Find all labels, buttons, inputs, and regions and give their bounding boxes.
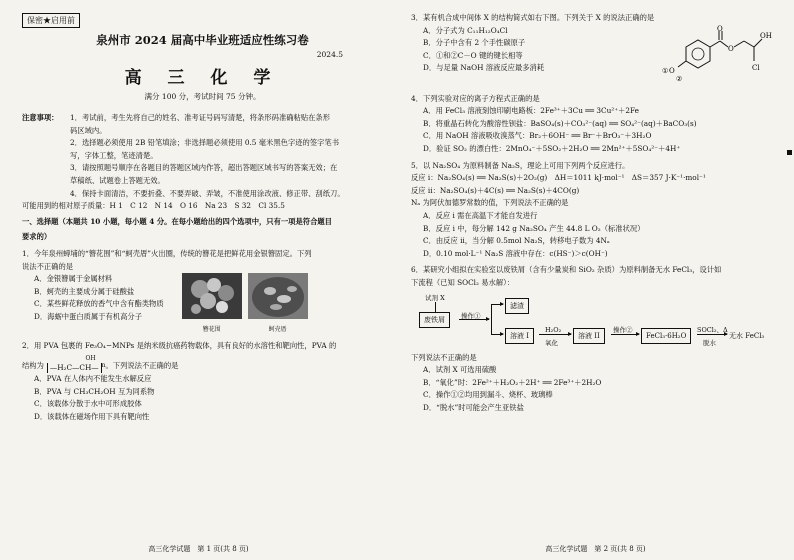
reaction-2: 反应 ii：Na₂SO₄(s)＋4C(s) ══ Na₂S(s)＋4CO(g): [411, 185, 580, 195]
option-c: C．某些鲜花释放的香气中含有酯类物质: [34, 299, 164, 309]
mol-carbonyl-o-label: O: [717, 24, 723, 33]
right-page: [397, 0, 794, 560]
option-c: C．该载体分散于水中可形成胶体: [34, 399, 142, 409]
mol-oxygen-label: O: [728, 44, 734, 53]
option-b: B．将重晶石转化为酸溶性钡盐：BaSO₄(s)＋CO₃²⁻(aq) ══ SO₄²⁻(aq)＋BaCO₃(s): [423, 118, 697, 128]
flow-connector: [435, 302, 436, 312]
option-c: C．用 NaOH 溶液吸收溴蒸气：Br₂＋6OH⁻ ══ Br⁻＋BrO₃⁻＋3H₂O: [423, 131, 652, 141]
flow-socl2: SOCl₂、Δ: [697, 325, 728, 334]
flow-op1: 操作①: [461, 311, 481, 320]
edge-marker: [787, 150, 792, 155]
flow-scrap-iron: 废铁屑: [419, 312, 450, 329]
flow-fecl3-hydrate: FeCl₃·6H₂O: [641, 328, 691, 345]
flow-dehydrate: 脱水: [703, 338, 716, 347]
flow-arrow: [491, 334, 503, 335]
option-a: A．反应 i 需在高温下才能自发进行: [423, 210, 538, 220]
mol-oh-label: OH: [760, 31, 772, 40]
question-stem: 下列说法不正确的是: [411, 352, 477, 362]
process-flowchart: [415, 292, 775, 350]
note-line: 草稿纸、试题卷上答题无效。: [70, 175, 165, 185]
mol-ring-oxygen-label: O: [669, 66, 675, 75]
question-stem: 结构为: [22, 361, 44, 371]
flow-branch-line: [491, 304, 492, 334]
question-stem: 4．下列实验对应的离子方程式正确的是: [411, 93, 540, 103]
question-5: [411, 160, 776, 261]
option-d: D．“脱水”时可能会产生亚铁盐: [423, 402, 524, 412]
option-d: D．海蛎中蛋白质属于有机高分子: [34, 311, 143, 321]
section-one-heading-cont: 要求的）: [22, 232, 52, 242]
question-1: [22, 248, 383, 336]
option-b: B．反应 i 中，每分解 142 g Na₂SO₄ 产生 44.8 L O₂（标准状况）: [423, 223, 645, 233]
figure-caption: 蚵壳厝: [268, 325, 287, 333]
question-stem: 1．今年泉州蟳埔的“簪花围”和“蚵壳厝”火出圈，传统的簪花是把鲜花用金银簪固定。下列: [22, 248, 312, 258]
hairpin-flowers-photo: [182, 273, 242, 319]
note-line: 写，字体工整，笔迹清楚。: [70, 150, 158, 160]
question-2: [22, 340, 383, 423]
figure-caption: 簪花围: [202, 325, 221, 333]
question-stem: 5．以 Na₂SO₄ 为原料制备 Na₂S，理论上可用下列两个反应进行。: [411, 160, 630, 170]
option-d: D．验证 SO₂ 的漂白性：2MnO₄⁻＋5SO₂＋2H₂O ══ 2Mn²⁺＋5SO₄²⁻＋4H⁺: [423, 143, 681, 153]
question-stem: 下流程（已知 SOCl₂ 易水解）：: [411, 277, 515, 287]
notes: [22, 112, 383, 213]
question-stem: 6．某研究小组拟在实验室以废铁屑（含有少量炭和 SiO₂ 杂质）为原料制备无水 FeCl₃，设计如: [411, 265, 722, 275]
flow-solution-1: 溶液 I: [505, 328, 534, 345]
subject-title: 高 三 化 学: [124, 68, 281, 88]
flow-solution-2: 溶液 II: [573, 328, 605, 345]
q1-figures: [182, 273, 308, 336]
pva-structure: [47, 355, 102, 373]
option-b: B．蚵壳的主要成分属于硅酸盐: [34, 286, 135, 296]
notes-head: 注意事项：: [22, 113, 59, 122]
note-line: 码区域内。: [70, 125, 107, 135]
flow-op2: 操作②: [613, 325, 633, 334]
pva-main-chain: —H₂C—CH—: [47, 363, 102, 373]
section-one-heading: 一、选择题（本题共 10 小题，每小题 4 分。在每小题给出的四个选项中，只有一项是符合题目: [22, 216, 332, 226]
molecule-x-structure: [656, 25, 776, 89]
reaction-1: 反应 i：Na₂SO₄(s) ══ Na₂S(s)＋2O₂(g) ΔH＝1011 kJ·mol⁻¹ ΔS＝357 J·K⁻¹·mol⁻¹: [411, 173, 706, 183]
option-a: A．金银簪属于金属材料: [34, 274, 113, 284]
page-footer: 高三化学试题 第 1 页(共 8 页): [148, 545, 249, 553]
option-a: A．用 FeCl₃ 溶液刻蚀印刷电路板：2Fe³⁺＋3Cu ══ 3Cu²⁺＋2Fe: [423, 106, 639, 116]
option-b: B．分子中含有 2 个手性碳原子: [423, 38, 526, 48]
option-a: A．PVA 在人体内不能发生水解反应: [34, 373, 152, 383]
pva-n-label: n: [101, 362, 106, 370]
avogadro-note: Nₐ 为阿伏加德罗常数的值，下列说法不正确的是: [411, 198, 569, 208]
option-b: B．PVA 与 CH₃CH₂OH 互为同系物: [34, 386, 155, 396]
flow-reagent-x: 试剂 X: [425, 293, 445, 302]
score-info: 满分 100 分，考试时间 75 分钟。: [144, 92, 261, 101]
question-stem: 。下列说法不正确的是: [105, 361, 179, 371]
page-footer: 高三化学试题 第 2 页(共 8 页): [545, 545, 646, 553]
flow-anhydrous-fecl3: 无水 FeCl₃: [729, 331, 765, 340]
question-stem: 说法不正确的是: [22, 261, 74, 271]
mol-cl-label: Cl: [752, 63, 760, 72]
option-d: D．与足量 NaOH 溶液反应最多消耗: [423, 63, 545, 73]
option-d: D．该载体在磁场作用下具有靶向性: [34, 411, 150, 421]
option-b: B．“氧化”时：2Fe²⁺＋H₂O₂＋2H⁺ ══ 2Fe³⁺＋2H₂O: [423, 377, 602, 387]
note-line: 4．保持卡面清洁，不要折叠、不要弄破、弄皱，不准使用涂改液、修正带、刮纸刀。: [70, 188, 345, 198]
question-stem: 3．某有机合成中间体 X 的结构简式如右下图。下列关于 X 的说法正确的是: [411, 13, 655, 22]
mol-label-1: ①: [662, 66, 669, 75]
exam-date: 2024.5: [316, 50, 343, 59]
flow-h2o2: H₂O₂: [545, 325, 562, 334]
flow-arrow: [491, 304, 503, 305]
note-line: 2．选择题必须使用 2B 铅笔填涂；非选择题必须使用 0.5 毫米黑色字迹的签字笔书: [70, 138, 340, 148]
secret-label: 保密★启用前: [22, 13, 80, 28]
option-a: A．试剂 X 可选用硫酸: [423, 365, 497, 375]
oyster-shell-house-photo: [248, 273, 308, 319]
option-a: A．分子式为 C₁₁H₁₂O₄Cl: [423, 25, 508, 35]
atomic-mass: 可能用到的相对原子质量：H 1 C 12 N 14 O 16 Na 23 S 32 Cl 35.5: [22, 201, 285, 211]
flow-oxidation: 氧化: [545, 338, 558, 347]
question-stem: 2．用 PVA 包裹的 Fe₃O₄−MNPs 是纳米级抗癌药物载体，具有良好的水溶性和靶向性，PVA 的: [22, 341, 337, 351]
pva-oh-label: OH: [85, 354, 96, 362]
question-3: [411, 12, 776, 89]
note-line: 3．请按照题号顺序在各题目的答题区域内作答，超出答题区域书写的答案无效；在: [70, 163, 338, 173]
option-c: C．操作①②均用到漏斗、烧杯、玻璃棒: [423, 390, 553, 400]
exam-title: 泉州市 2024 届高中毕业班适应性练习卷: [96, 33, 309, 47]
question-6: [411, 264, 776, 414]
flow-residue: 滤渣: [505, 298, 529, 315]
option-c: C．①和②C－O 键的键长相等: [423, 50, 523, 60]
note-line: 1．考试前，考生先将自己的姓名、准考证号码写清楚，将条形码准确粘贴在条形: [70, 113, 331, 122]
mol-label-2: ②: [676, 74, 683, 83]
option-d: D．0.10 mol·L⁻¹ Na₂S 溶液中存在：c(HS⁻)＞c(OH⁻): [423, 248, 608, 258]
question-4: [411, 93, 776, 156]
option-c: C．由反应 ii，当分解 0.5mol Na₂S，转移电子数为 4Nₐ: [423, 236, 610, 246]
